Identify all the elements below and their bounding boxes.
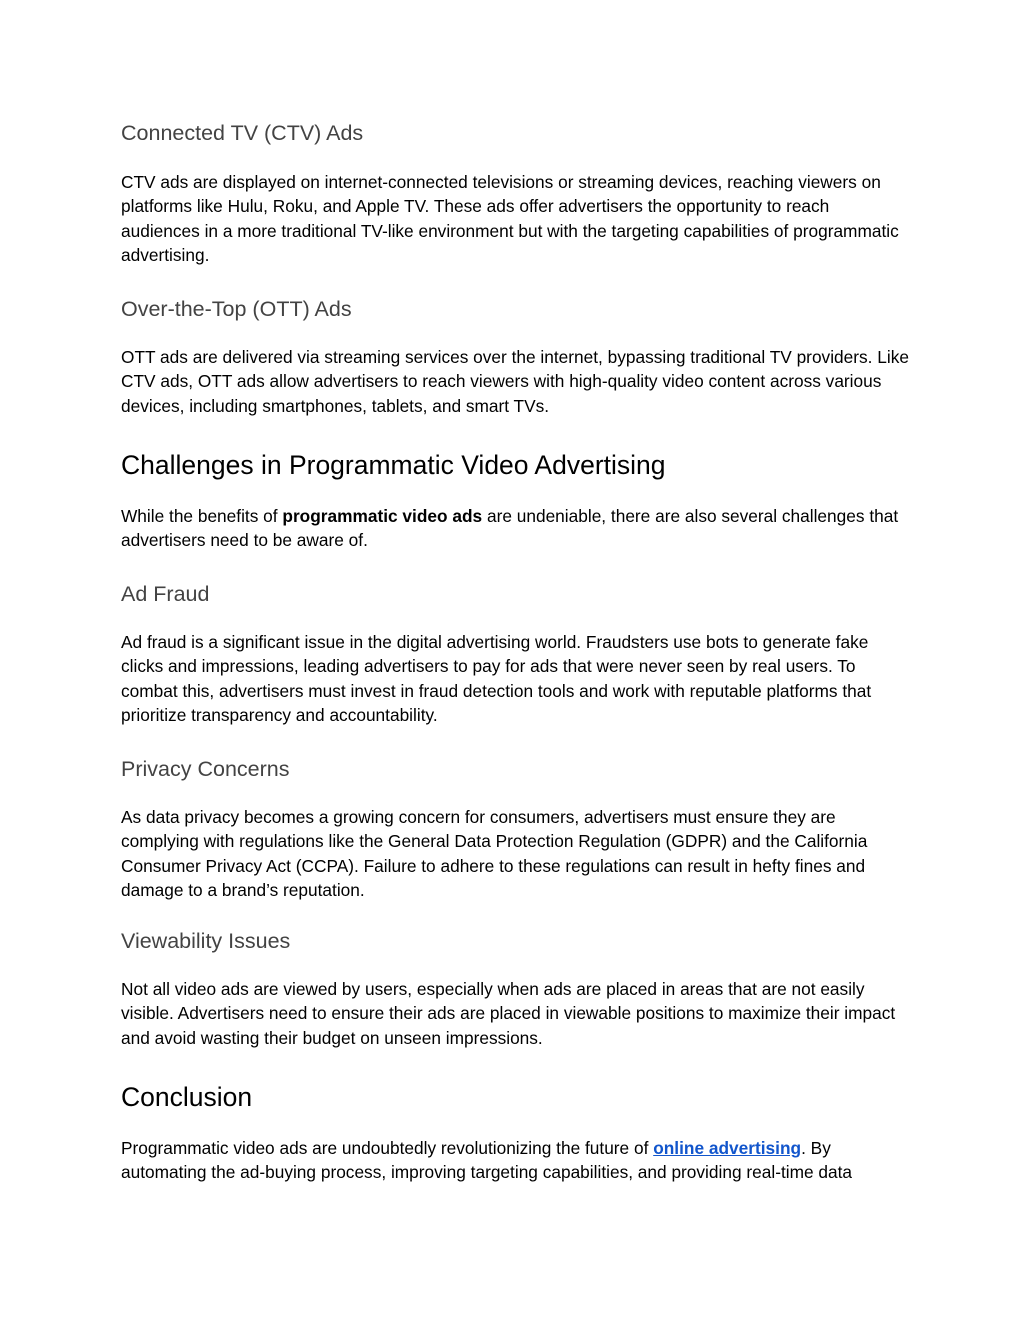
text-after-bold: are undeniable, there are also several challenges that advertisers need to be aware of. [121,506,899,551]
heading-challenges: Challenges in Programmatic Video Advertising [121,450,666,480]
text-before-link: Programmatic video ads are undoubtedly revolutionizing the future of [121,1138,654,1158]
heading-privacy-concerns: Privacy Concerns [121,757,290,781]
paragraph-ott-ads: OTT ads are delivered via streaming services over the internet, bypassing traditional TV providers. Like CTV ads, OTT ads allow advertisers to reach viewers with high-quality video content across various devices, including smartphones, tablets, and smart TVs. [121,347,909,416]
paragraph-conclusion [121,1136,911,1185]
paragraph-ad-fraud: Ad fraud is a significant issue in the digital advertising world. Fraudsters use bots to generate fake clicks and impressions, leading advertisers to pay for ads that were never seen by real users. To combat this, advertisers must invest in fraud detection tools and work with reputable platforms that prioritize transparency and accountability. [121,632,872,726]
paragraph-challenges-intro [121,504,911,553]
heading-ctv-ads: Connected TV (CTV) Ads [121,121,364,145]
text-after-link: . By automating the ad-buying process, improving targeting capabilities, and providing real-time data [121,1138,853,1183]
paragraph-viewability-issues: Not all video ads are viewed by users, especially when ads are placed in areas that are not easily visible. Advertisers need to ensure their ads are placed in viewable positions to maximize their impact and avoid wasting their budget on unseen impressions. [121,979,896,1048]
paragraph-ctv-ads: CTV ads are displayed on internet-connected televisions or streaming devices, reaching viewers on platforms like Hulu, Roku, and Apple TV. These ads offer advertisers the opportunity to reach audiences in a more traditional TV-like environment but with the targeting capabilities of programmatic advertising. [121,172,899,266]
heading-ott-ads: Over-the-Top (OTT) Ads [121,297,352,321]
online-advertising-link[interactable]: online advertising [653,1138,802,1158]
bold-programmatic-video-ads: programmatic video ads [282,506,483,526]
heading-conclusion: Conclusion [121,1082,253,1112]
text-before-bold: While the benefits of [121,506,283,526]
heading-ad-fraud: Ad Fraud [121,582,210,606]
heading-viewability-issues: Viewability Issues [121,929,291,953]
paragraph-privacy-concerns: As data privacy becomes a growing concern for consumers, advertisers must ensure they are complying with regulations like the General Data Protection Regulation (GDPR) and the California Consumer Privacy Act (CCPA). Failure to adhere to these regulations can result in hefty fines and damage to a brand’s reputation. [121,807,868,901]
